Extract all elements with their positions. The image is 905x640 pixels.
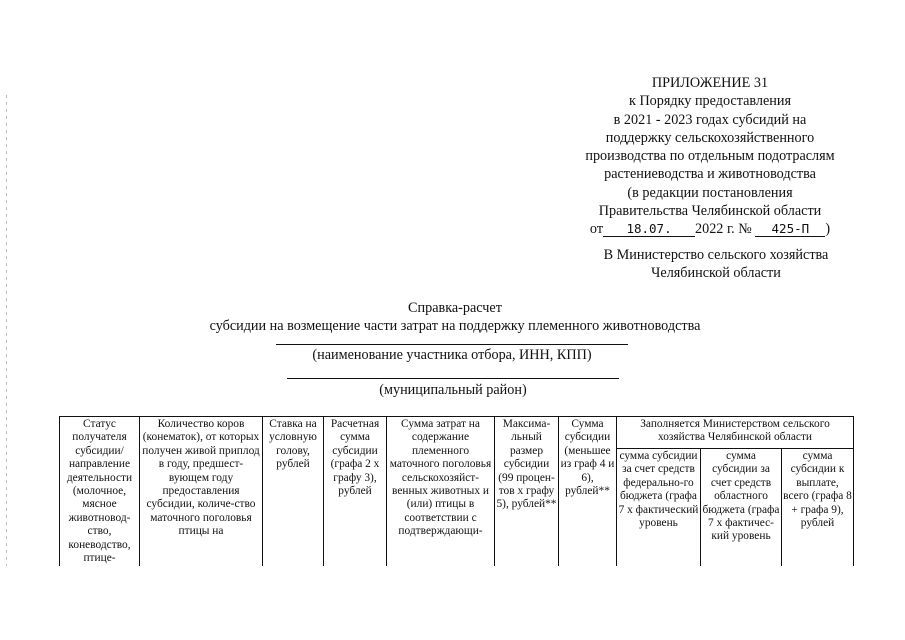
annex-closing: )	[825, 221, 831, 238]
annex-date: 18.07.	[603, 222, 695, 237]
scan-edge-mark	[6, 95, 7, 615]
title-line: Справка-расчет	[408, 300, 502, 316]
subsidy-table	[59, 416, 854, 567]
annex-line: к Порядку предоставления	[629, 93, 791, 110]
col-regional-header: сумма субсидии за счет средств областного бюджета (графа 7 х фактичес-кий уровень	[701, 449, 782, 567]
annex-year: 2022 г. №	[695, 221, 752, 238]
col-total-payout-header: сумма субсидии к выплате, всего (графа 8 + графа 9), рублей	[782, 449, 854, 567]
addressee-line: В Министерство сельского хозяйства	[603, 247, 829, 263]
col-rate-header: Ставка на условную голову, рублей	[263, 417, 324, 567]
col-federal-header: сумма субсидии за счет средств федерально-го бюджета (графа 7 х фактический уровень	[617, 449, 701, 567]
page-crop-edge	[0, 566, 905, 640]
ministry-section-header: Заполняется Министерством сельского хозяйства Челябинской области	[617, 417, 854, 449]
addressee-line: Челябинской области	[651, 265, 781, 281]
col-max-subsidy-header: Максима-льный размер субсидии (99 процен-тов х графу 5), рублей**	[495, 417, 559, 567]
col-costs-header: Сумма затрат на содержание племенного маточного поголовья сельскохозяйст-венных животных и (или) птицы в соответствии с подтверждающи-	[387, 417, 495, 567]
col-subsidy-sum-header: Сумма субсидии (меньшее из граф 4 и 6), рублей**	[559, 417, 617, 567]
annex-from: от	[589, 221, 604, 238]
annex-line: производства по отдельным подотраслям	[585, 148, 835, 165]
annex-date-line	[565, 220, 855, 238]
addressee	[586, 246, 846, 282]
annex-line: поддержку сельскохозяйственного	[605, 129, 815, 146]
annex-title: ПРИЛОЖЕНИЕ 31	[651, 75, 769, 91]
annex-line: растениеводства и животноводства	[604, 166, 816, 183]
col-cows-count-header: Количество коров (конематок), от которых получен живой приплод в году, предшест-вующем году предоставления субсидии, количе-ство маточного поголовья птицы на	[140, 417, 263, 567]
district-underline	[287, 378, 619, 379]
document-title	[150, 299, 760, 335]
annex-header	[565, 74, 855, 239]
col-calc-sum-header: Расчетная сумма субсидии (графа 2 х графу 3), рублей	[324, 417, 387, 567]
subtitle-line: субсидии на возмещение части затрат на поддержку племенного животноводства	[209, 318, 701, 334]
annex-line: Правительства Челябинской области	[598, 203, 822, 220]
annex-line: в 2021 - 2023 годах субсидий на	[613, 111, 807, 128]
district-caption: (муниципальный район)	[379, 382, 527, 398]
annex-number: 425-П	[755, 222, 825, 237]
participant-underline	[276, 344, 628, 345]
col-status-header: Статус получателя субсидии/ направление деятельности (молочное, мясное животновод-ство, коневодство, птице-	[60, 417, 140, 567]
annex-line: (в редакции постановления	[627, 184, 793, 201]
participant-caption: (наименование участника отбора, ИНН, КПП)	[312, 347, 592, 363]
